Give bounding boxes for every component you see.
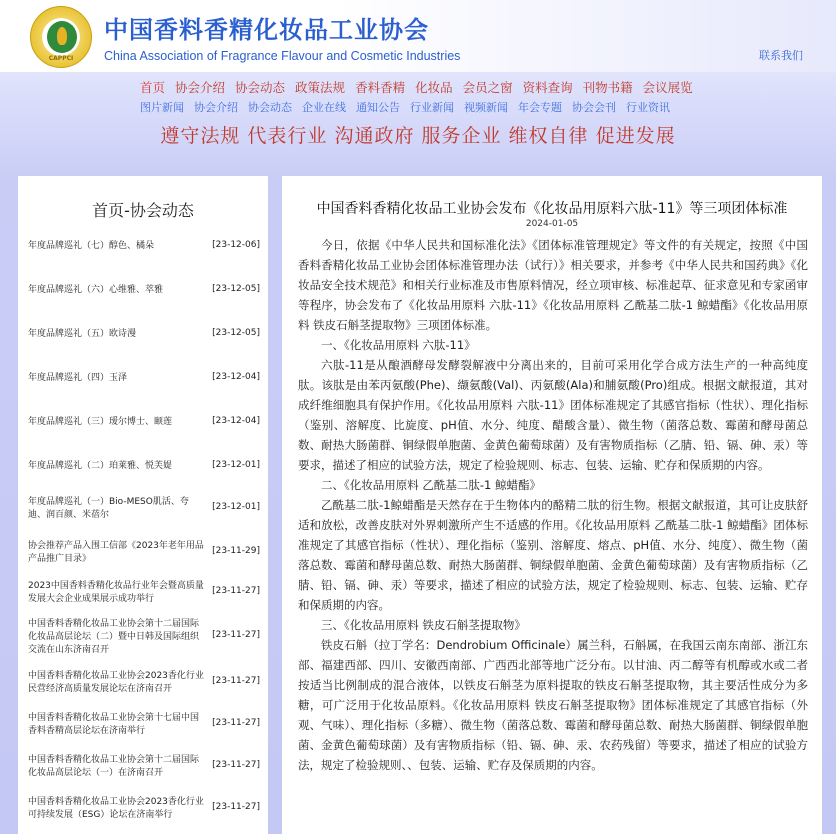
news-item-title[interactable]: 年度品牌巡礼（一）Bio-MESO肌活、夸迪、润百颜、米蓓尔 <box>28 497 189 520</box>
news-item-date: [23-12-05] <box>212 328 260 338</box>
article-panel <box>282 176 822 834</box>
nav-item-data[interactable]: 资料查询 <box>522 80 573 95</box>
nav-item-policy[interactable]: 政策法规 <box>295 80 346 95</box>
news-item-title[interactable]: 年度品牌巡礼（四）玉泽 <box>28 373 128 383</box>
nav-item-home[interactable]: 首页 <box>140 80 166 95</box>
news-item-date: [23-12-04] <box>212 372 260 382</box>
news-item-title[interactable]: 年度品牌巡礼（六）心维雅、萃雅 <box>28 285 164 295</box>
slogan: 遵守法规 代表行业 沟通政府 服务企业 维权自律 促进发展 <box>160 125 676 147</box>
news-item-date: [23-11-29] <box>212 546 260 556</box>
subnav-item-video-news[interactable]: 视频新闻 <box>464 101 508 114</box>
nav-item-news[interactable]: 协会动态 <box>235 80 286 95</box>
article-paragraph: 乙酰基二肽-1鲸蜡酯是天然存在于生物体内的酪精二肽的衍生物。根据文献报道，其可让皮肤舒适和放松，改善皮肤对外界刺激所产生不适感的作用。《化妆品用原料 乙酰基二肽-1 鲸蜡酯》团体标准规定了其感官指标（性状）、理化指标（鉴别、溶解度、熔点、pH值、水分、纯度）、微生物（菌落总数、霉菌和酵母菌总数、耐热大肠菌群、铜绿假单胞菌、金黄色葡萄球菌）及有害物质指标（乙腈、铅、镉、砷、汞）等要求，描述了相应的试验方法，规定了检验规则、标志、包装、运输、贮存和保质期的内容。 <box>298 498 808 612</box>
subnav-item-photo-news[interactable]: 图片新闻 <box>140 101 184 114</box>
sidebar-title: 首页-协会动态 <box>92 201 194 220</box>
news-item-date: [23-12-05] <box>212 284 260 294</box>
article-section-heading: 一、《化妆品用原料 六肽-11》 <box>321 338 476 352</box>
subnav-item-industry-info[interactable]: 行业资讯 <box>626 101 670 114</box>
logo-code: CAPPCI <box>48 55 74 62</box>
news-item-date: [23-11-27] <box>212 586 260 596</box>
news-item-date: [23-12-04] <box>212 416 260 426</box>
article-date: 2024-01-05 <box>525 219 579 229</box>
news-item-date: [23-12-06] <box>212 240 260 250</box>
contact-us-link[interactable]: 联系我们 <box>759 49 803 62</box>
sidebar-panel <box>18 176 268 834</box>
news-item-title[interactable]: 2023中国香料香精化妆品行业年会暨高质量发展大会企业成果展示成功举行 <box>28 581 204 604</box>
news-item-date: [23-11-27] <box>212 760 260 770</box>
news-item-title[interactable]: 协会推荐产品入围工信部《2023年老年用品产品推广目录》 <box>28 541 204 564</box>
article-body <box>282 229 822 775</box>
news-item-title[interactable]: 中国香料香精化妆品工业协会2023香化行业民营经济高质量发展论坛在济南召开 <box>28 671 204 694</box>
subnav-item-news[interactable]: 协会动态 <box>248 101 292 114</box>
nav-item-publications[interactable]: 刊物书籍 <box>582 80 633 95</box>
news-item-date: [23-11-27] <box>212 802 260 812</box>
news-item-date: [23-11-27] <box>212 630 260 640</box>
article-paragraph: 六肽-11是从酿酒酵母发酵裂解液中分离出来的，目前可采用化学合成方法生产的一种高纯度肽。该肽是由苯丙氨酸(Phe)、缬氨酸(Val)、丙氨酸(Ala)和脯氨酸(Pro)组成。根据文献报道，其对成纤维细胞具有保护作用。《化妆品用原料 六肽-11》团体标准规定了其感官指标（性状）、理化指标（鉴别、溶解度、比旋度、pH值、水分、纯度、醋酸含量）、微生物（菌落总数、霉菌和酵母菌总数、耐热大肠菌群、铜绿假单胞菌、金黄色葡萄球菌）及有害物质指标（乙腈、铅、镉、砷、汞）等要求，描述了相应的试验方法，规定了检验规则、标志、包装、运输、贮存和保质期的内容。 <box>298 358 808 472</box>
news-item-title[interactable]: 中国香料香精化妆品工业协会2023香化行业可持续发展（ESG）论坛在济南举行 <box>28 797 204 820</box>
news-item-date: [23-11-27] <box>212 718 260 728</box>
sub-nav <box>140 99 680 115</box>
news-item-title[interactable]: 中国香料香精化妆品工业协会第十七届中国香料香精高层论坛在济南举行 <box>28 713 200 736</box>
article-section-heading: 二、《化妆品用原料 乙酰基二肽-1 鲸蜡酯》 <box>321 478 542 492</box>
site-title-en: China Association of Fragrance Flavour and Cosmetic Industries <box>104 49 461 63</box>
nav-item-events[interactable]: 会议展览 <box>642 80 693 95</box>
site-title-cn: 中国香料香精化妆品工业协会 <box>104 16 429 44</box>
site-header <box>0 0 836 72</box>
subnav-item-companies[interactable]: 企业在线 <box>302 101 346 114</box>
subnav-item-journal[interactable]: 协会会刊 <box>572 101 616 114</box>
article-paragraph: 今日，依据《中华人民共和国标准化法》《团体标准管理规定》等文件的有关规定，按照《中国香料香精化妆品工业协会团体标准管理办法（试行）》相关要求，并参考《中华人民共和国药典》《化妆品安全技术规范》和相关行业标准及市售原料情况，经立项审核、标准起草、征求意见和专家函审等程序，协会发布了《化妆品用原料 六肽-11》《化妆品用原料 乙酰基二肽-1 鲸蜡酯》《化妆品用原料 铁皮石斛茎提取物》三项团体标准。 <box>298 238 808 332</box>
subnav-item-about[interactable]: 协会介绍 <box>194 101 238 114</box>
news-item-title[interactable]: 年度品牌巡礼（五）欧诗漫 <box>28 329 137 339</box>
news-item-date: [23-12-01] <box>212 460 260 470</box>
news-item-title[interactable]: 中国香料香精化妆品工业协会第十二届国际化妆品高层论坛（一）在济南召开 <box>28 755 200 778</box>
nav-item-fragrance[interactable]: 香料香精 <box>355 80 406 95</box>
nav-item-cosmetics[interactable]: 化妆品 <box>415 80 453 95</box>
news-item-title[interactable]: 中国香料香精化妆品工业协会第十二届国际化妆品高层论坛（二）暨中日韩及国际组织交流在山东济南召开 <box>28 619 200 655</box>
news-item-date: [23-11-27] <box>212 676 260 686</box>
nav-item-members[interactable]: 会员之窗 <box>462 80 513 95</box>
subnav-item-industry-news[interactable]: 行业新闻 <box>410 101 454 114</box>
article-title: 中国香料香精化妆品工业协会发布《化妆品用原料六肽-11》等三项团体标准 <box>316 201 788 217</box>
news-item-title[interactable]: 年度品牌巡礼（七）醇色、橘朵 <box>28 241 155 251</box>
subnav-item-annual[interactable]: 年会专题 <box>518 101 562 114</box>
news-item-title[interactable]: 年度品牌巡礼（二）珀莱雅、悦芙媞 <box>28 461 173 471</box>
nav-item-about[interactable]: 协会介绍 <box>175 80 226 95</box>
main-nav <box>140 78 703 96</box>
association-logo-icon[interactable] <box>30 6 92 68</box>
article-paragraph: 铁皮石斛（拉丁学名：Dendrobium Officinale）属兰科，石斛属，在我国云南东南部、浙江东部、福建西部、四川、安徽西南部、广西西北部等地广泛分布。以甘油、丙二醇等有机醇或水或二者按适当比例制成的混合液体，以铁皮石斛茎为原料提取的铁皮石斛茎提取物，其主要活性成分为多糖，可广泛用于化妆品原料。《化妆品用原料 铁皮石斛茎提取物》团体标准规定了其感官指标（外观、气味）、理化指标（多糖）、微生物（菌落总数、霉菌和酵母菌总数、耐热大肠菌群、铜绿假单胞菌、金黄色葡萄球菌）及有害物质指标（铅、镉、砷、汞、农药残留）等要求，描述了相应的试验方法，规定了检验规则、、包装、运输、贮存及保质期的内容。 <box>298 638 808 772</box>
subnav-item-notices[interactable]: 通知公告 <box>356 101 400 114</box>
article-section-heading: 三、《化妆品用原料 铁皮石斛茎提取物》 <box>321 618 526 632</box>
news-item-title[interactable]: 年度品牌巡礼（三）瑷尔博士、颐莲 <box>28 417 173 427</box>
news-item-date: [23-12-01] <box>212 502 260 512</box>
